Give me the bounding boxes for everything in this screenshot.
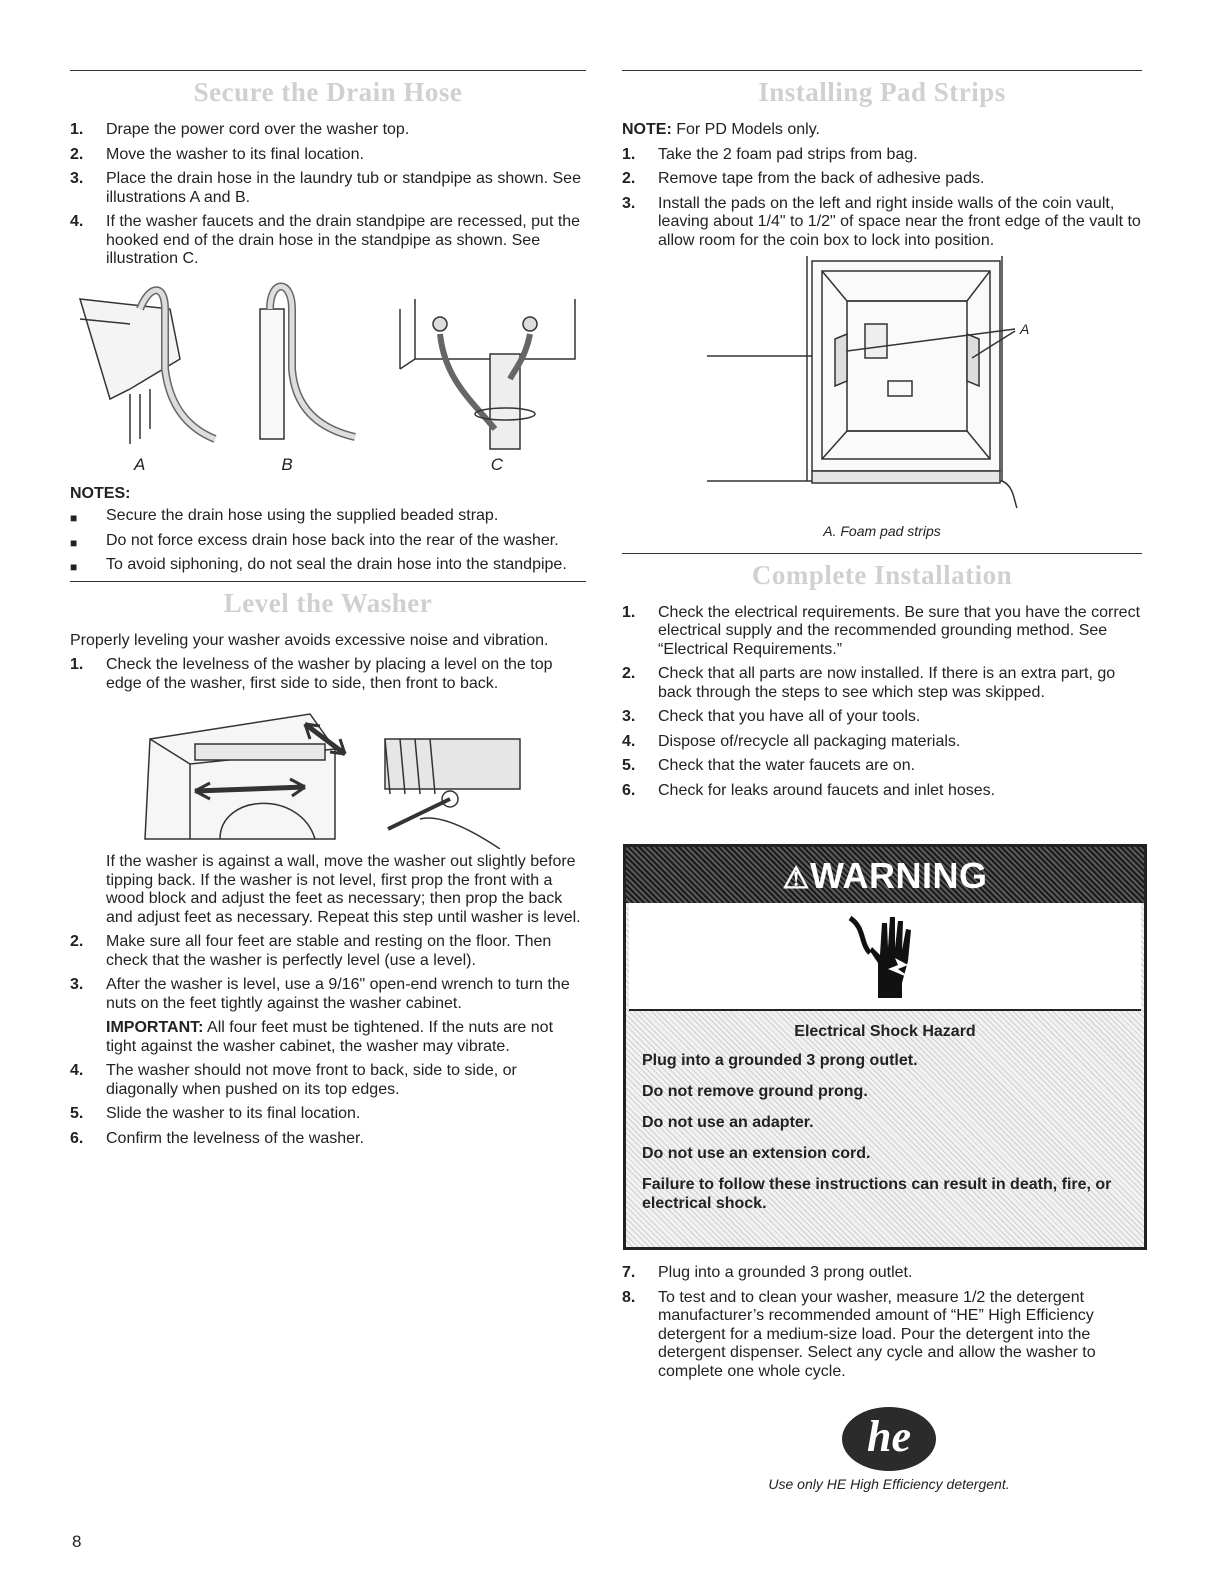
callout-a: A [1020, 321, 1030, 337]
warning-line: Do not remove ground prong. [642, 1083, 868, 1100]
warning-line: Plug into a grounded 3 prong outlet. [642, 1052, 918, 1069]
warning-line: Do not use an extension cord. [642, 1145, 871, 1162]
pad-steps [622, 146, 1142, 251]
important-note: IMPORTANT: All four feet must be tightened. If the nuts are not tight against the washer cabinet, the washer may vibrate. [106, 1019, 554, 1055]
figure-label-c: C [490, 454, 503, 474]
level-washer-heading: Level the Washer [70, 581, 586, 632]
complete-steps [622, 604, 1142, 801]
warning-line: Failure to follow these instructions can result in death, fire, or electrical shock. [642, 1176, 1112, 1212]
list-item: 8. To test and to clean your washer, measure 1/2 the detergent manufacturer’s recommended amount of “HE” High Efficiency detergent for a medium-size load. Pour the detergent into the detergent dispenser. Select any cycle and allow the washer to complete one whole cycle. [622, 1288, 1096, 1380]
warning-triangle-icon: ⚠ [782, 862, 810, 895]
step1-continued: If the washer is against a wall, move the washer out slightly before tipping back. If the washer is not level, first prop the front with a wood block and adjust the feet as necessary; then prop the back and adjust feet as necessary. Repeat this step until washer is level. [106, 853, 581, 926]
list-item: 4. The washer should not move front to back, side to side, or diagonally when pushed on its top edges. [70, 1062, 517, 1098]
list-item: 5. Slide the washer to its final location. [70, 1105, 361, 1122]
illustration-b [260, 286, 355, 439]
level-intro: Properly leveling your washer avoids excessive noise and vibration. [70, 631, 549, 649]
list-item: ■ Secure the drain hose using the supplied beaded strap. [70, 507, 499, 525]
he-logo: he [842, 1407, 936, 1471]
pad-note: NOTE: For PD Models only. [622, 121, 820, 138]
list-item: 5. Check that the water faucets are on. [622, 757, 916, 774]
list-item: 6. Confirm the levelness of the washer. [70, 1129, 364, 1147]
list-item: 4. Dispose of/recycle all packaging materials. [622, 732, 961, 750]
drain-hose-steps [70, 121, 586, 269]
illustration-c [400, 299, 575, 449]
coin-vault-illustration [622, 256, 1142, 518]
notes-title: NOTES: [70, 484, 131, 502]
figure-label-a: A [134, 454, 146, 474]
list-item: 6. Check for leaks around faucets and inlet hoses. [622, 781, 996, 799]
page-number: 8 [72, 1532, 82, 1551]
list-item: 3. Place the drain hose in the laundry tub or standpipe as shown. See illustrations A and B. [70, 170, 581, 206]
warning-header: ⚠WARNING [626, 847, 1144, 903]
list-item: 2. Make sure all four feet are stable and resting on the floor. Then check that the washer is perfectly level (use a level). [70, 933, 552, 969]
right-column [622, 70, 1142, 806]
list-item: 2. Remove tape from the back of adhesive pads. [622, 170, 985, 187]
notes-list [70, 507, 586, 575]
electrical-shock-hand-icon [840, 903, 930, 1003]
list-item: 3. Check that you have all of your tools. [622, 708, 921, 725]
list-item: 3. Install the pads on the left and right inside walls of the coin vault, leaving about 1/4" to 1/2" of space near the front edge of the vault to allow room for the coin box to lock into position. [622, 194, 1141, 249]
list-item: 3. After the washer is level, use a 9/16" open-end wrench to turn the nuts on the feet tightly against the washer cabinet. IMPORTANT: All four feet must be tightened. If the nuts are not tight against the washer cabinet, the washer may vibrate. [70, 976, 586, 1056]
drain-hose-illustrations [70, 279, 586, 451]
he-caption: Use only HE High Efficiency detergent. [768, 1476, 1010, 1492]
list-item: 1. Drape the power cord over the washer top. [70, 121, 410, 138]
list-item: ■ Do not force excess drain hose back into the rear of the washer. [70, 531, 559, 550]
pad-strips-heading: Installing Pad Strips [622, 70, 1142, 121]
list-item: 1. Take the 2 foam pad strips from bag. [622, 145, 918, 163]
list-item: 2. Move the washer to its final location. [70, 145, 364, 163]
left-column [70, 70, 586, 1154]
complete-steps-continued [622, 1264, 1142, 1494]
figure-label-b: B [281, 454, 293, 474]
drain-hose-heading: Secure the Drain Hose [70, 70, 586, 121]
hazard-title: Electrical Shock Hazard [794, 1023, 976, 1040]
illustration-a [80, 290, 215, 444]
list-item: 4. If the washer faucets and the drain standpipe are recessed, put the hooked end of the drain hose in the standpipe as shown. See illustration C. [70, 213, 581, 267]
warning-line: Do not use an adapter. [642, 1114, 814, 1131]
list-item: 1. Check the electrical requirements. Be sure that you have the correct electrical supply and the recommended grounding method. See “Electrical Requirements.” [622, 603, 1141, 658]
list-item: 2. Check that all parts are now installed. If there is an extra part, go back through the steps to see which step was skipped. [622, 665, 1116, 701]
warning-box [623, 844, 1147, 1250]
list-item: 7. Plug into a grounded 3 prong outlet. [622, 1264, 913, 1281]
leveling-illustration [70, 699, 586, 849]
list-item: ■ To avoid siphoning, do not seal the drain hose into the standpipe. [70, 556, 567, 574]
pad-figure-caption: A. Foam pad strips [823, 523, 941, 539]
list-item: 1. Check the levelness of the washer by placing a level on the top edge of the washer, first side to side, then front to back. [70, 656, 553, 692]
complete-installation-heading: Complete Installation [622, 553, 1142, 604]
figure-labels [70, 455, 586, 475]
